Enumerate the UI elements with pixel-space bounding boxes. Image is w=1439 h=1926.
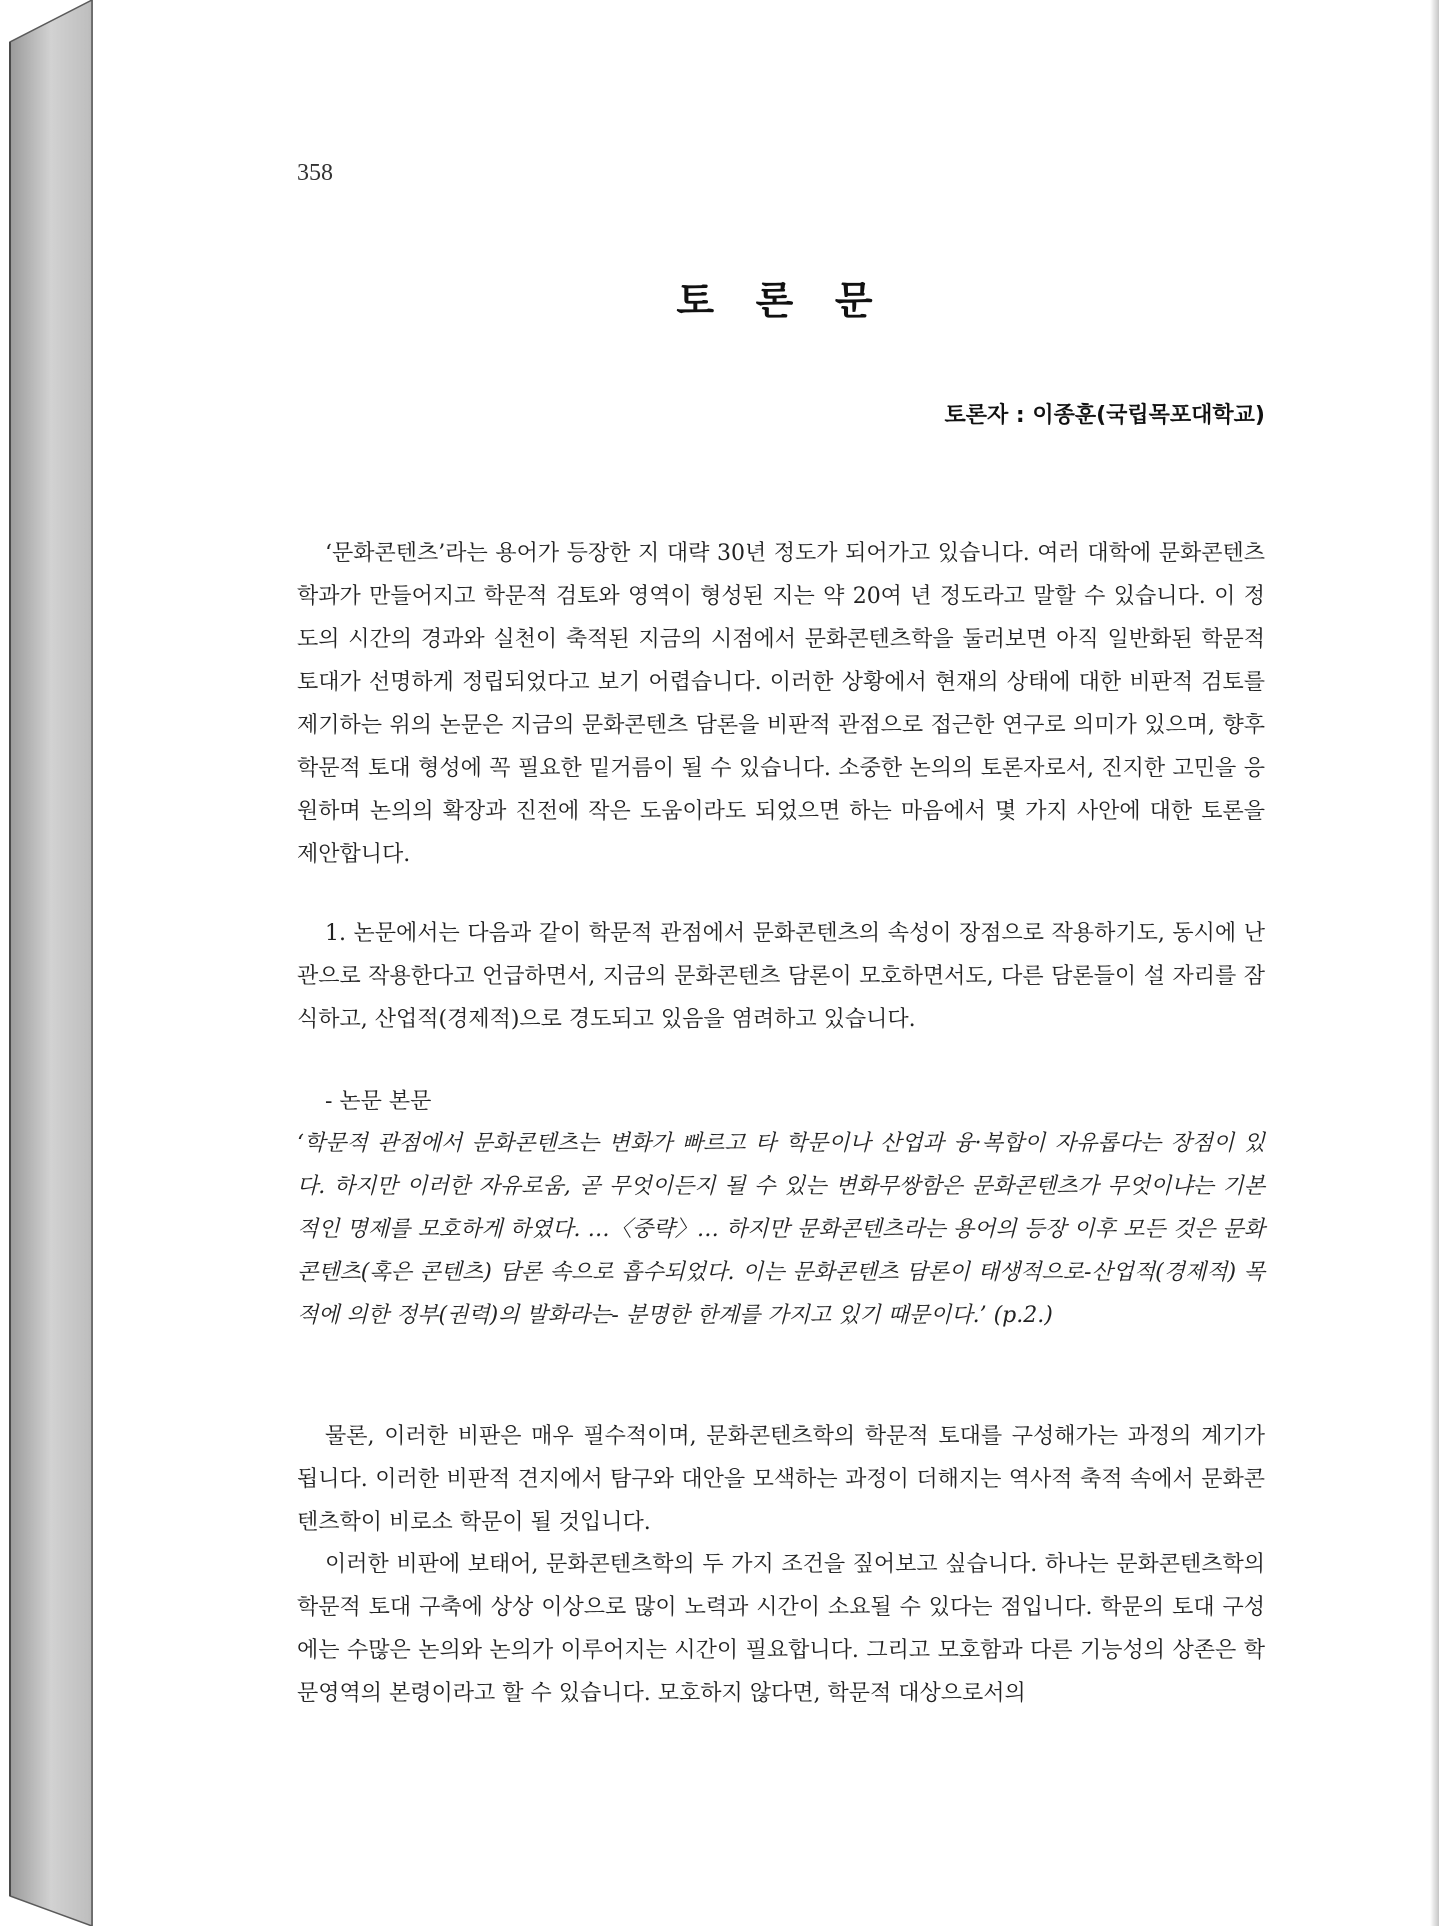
page-number: 358	[297, 160, 333, 186]
discussant-credit: 토론자 : 이종훈(국립목포대학교)	[944, 403, 1265, 428]
paragraph-text: 물론, 이러한 비판은 매우 필수적이며, 문화콘텐츠학의 학문적 토대를 구성해가는 과정의 계기가 됩니다. 이러한 비판적 견지에서 탐구와 대안을 모색하는 과정이 더해지는 역사적 축적 속에서 문화콘텐츠학이 비로소 학문이 될 것입니다.	[297, 1424, 1265, 1535]
page-title: 토 론 문	[676, 279, 887, 324]
quote-text: ‘학문적 관점에서 문화콘텐츠는 변화가 빠르고 타 학문이나 산업과 융·복합이 자유롭다는 장점이 있다. 하지만 이러한 자유로움, 곧 무엇이든지 될 수 있는 변화무쌍함은 문화콘텐츠가 무엇이냐는 기본적인 명제를 모호하게 하였다. …〈중략〉… 하지만 문화콘텐츠라는 용어의 등장 이후 모든 것은 문화콘텐츠(혹은 콘텐츠) 담론 속으로 흡수되었다. 이는 문화콘텐츠 담론이 태생적으로-산업적(경제적) 목적에 의한 정부(권력)의 발화라는- 분명한 한계를 가지고 있기 때문이다.’ (p.2.)	[297, 1131, 1265, 1328]
paragraph-text: 1. 논문에서는 다음과 같이 학문적 관점에서 문화콘텐츠의 속성이 장점으로 작용하기도, 동시에 난관으로 작용한다고 언급하면서, 지금의 문화콘텐츠 담론이 모호하면서도, 다른 담론들이 설 자리를 잠식하고, 산업적(경제적)으로 경도되고 있음을 염려하고 있습니다.	[297, 921, 1265, 1032]
paragraph-text: 이러한 비판에 보태어, 문화콘텐츠학의 두 가지 조건을 짚어보고 싶습니다. 하나는 문화콘텐츠학의 학문적 토대 구축에 상상 이상으로 많이 노력과 시간이 소요될 수 있다는 점입니다. 학문의 토대 구성에는 수많은 논의와 논의가 이루어지는 시간이 필요합니다. 그리고 모호함과 다른 기능성의 상존은 학문영역의 본령이라고 할 수 있습니다. 모호하지 않다면, 학문적 대상으로서의	[297, 1552, 1265, 1706]
paragraph-point-1	[297, 912, 1265, 1041]
quote-heading-text: - 논문 본문	[325, 1089, 432, 1114]
paragraph-conditions	[297, 1543, 1265, 1715]
paragraph-critique	[297, 1415, 1265, 1544]
paragraph-text: ‘문화콘텐츠’라는 용어가 등장한 지 대략 30년 정도가 되어가고 있습니다. 여러 대학에 문화콘텐츠학과가 만들어지고 학문적 검토와 영역이 형성된 지는 약 20여 년 정도라고 말할 수 있습니다. 이 정도의 시간의 경과와 실천이 축적된 지금의 시점에서 문화콘텐츠학을 둘러보면 아직 일반화된 학문적 토대가 선명하게 정립되었다고 보기 어렵습니다. 이러한 상황에서 현재의 상태에 대한 비판적 검토를 제기하는 위의 논문은 지금의 문화콘텐츠 담론을 비판적 관점으로 접근한 연구로 의미가 있으며, 향후 학문적 토대 형성에 꼭 필요한 밑거름이 될 수 있습니다. 소중한 논의의 토론자로서, 진지한 고민을 응원하며 논의의 확장과 진전에 작은 도움이라도 되었으면 하는 마음에서 몇 가지 사안에 대한 토론을 제안합니다.	[297, 541, 1265, 867]
quote-heading	[297, 1080, 1265, 1123]
paper-quote	[297, 1122, 1265, 1337]
paragraph-intro	[297, 532, 1265, 876]
